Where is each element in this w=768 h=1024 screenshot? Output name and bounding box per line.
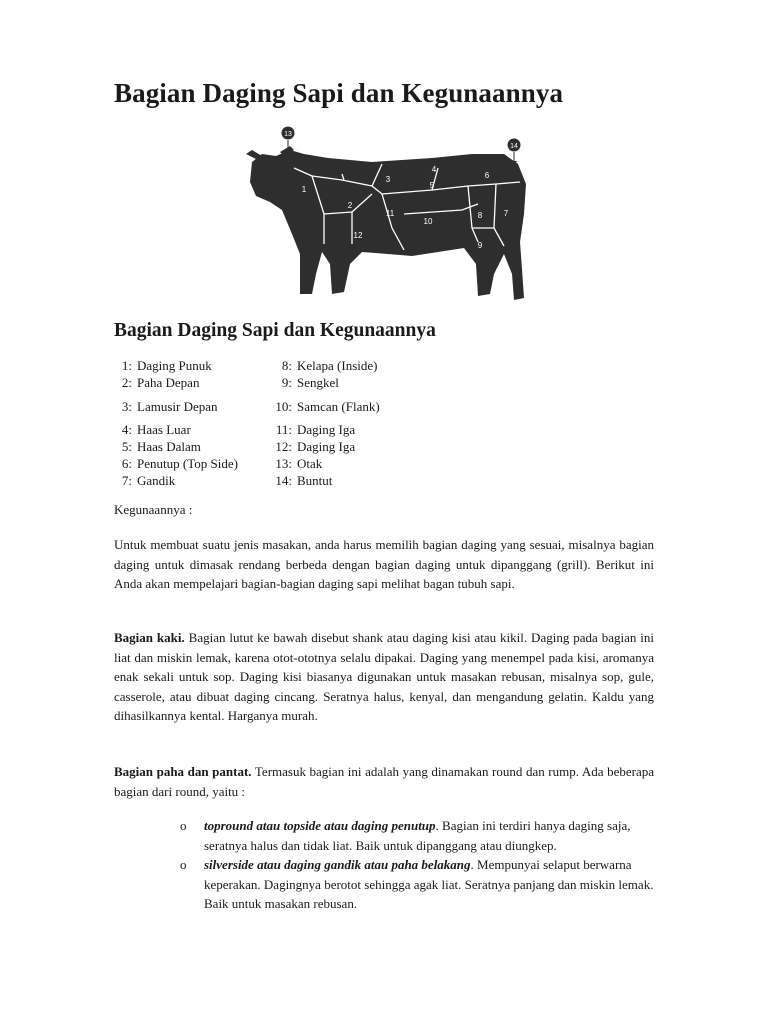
list-term: silverside atau daging gandik atau paha belakang: [204, 857, 471, 873]
bullet-marker: o: [180, 818, 187, 833]
list-text: . Mempunyai selaput berwarna keperakan. Dagingnya berotot sehingga agak liat. Seratnya panjang dan miskin lemak. Baik untuk masakan rebusan.: [204, 857, 654, 912]
region-label: 9: [477, 241, 483, 250]
part-number: 4:: [121, 422, 132, 437]
table-row: [114, 357, 387, 374]
part-number: 13:: [275, 456, 292, 471]
part-name: Otak: [297, 456, 323, 471]
part-number: 9:: [281, 375, 292, 390]
list-text: . Bagian ini terdiri hanya daging saja, seratnya halus dan tidak liat. Baik untuk dipanggang atau diungkep.: [204, 818, 631, 853]
region-label: 2: [347, 201, 353, 210]
paha-text: Termasuk bagian ini adalah yang dinamakan round dan rump. Ada beberapa bagian dari round, yaitu :: [114, 764, 654, 799]
kegunaan-label: Kegunaannya :: [114, 502, 193, 517]
part-number: 8:: [281, 358, 292, 373]
part-name: Lamusir Depan: [137, 398, 218, 414]
region-label: 10: [423, 217, 433, 226]
region-label: 5: [429, 181, 435, 190]
part-name: Buntut: [297, 473, 333, 488]
part-number: 12:: [275, 439, 292, 454]
part-number: 2:: [121, 375, 132, 390]
kaki-paragraph: [114, 628, 654, 726]
part-name: Sengkel: [297, 375, 339, 390]
paha-heading: Bagian paha dan pantat.: [114, 764, 252, 779]
section-title: Bagian Daging Sapi dan Kegunaannya: [114, 320, 436, 341]
list-item: [180, 855, 655, 914]
table-row: [114, 421, 387, 438]
part-name: Daging Punuk: [137, 358, 212, 373]
list-term: topround atau topside atau daging penutup: [204, 818, 436, 833]
part-name: Gandik: [137, 473, 176, 488]
region-label: 3: [385, 175, 391, 184]
part-number: 11:: [275, 422, 292, 437]
region-label: 11: [385, 209, 395, 218]
kaki-text: Bagian lutut ke bawah disebut shank atau daging kisi atau kikil. Daging pada bagian ini liat dan miskin lemak, karena otot-ototnya selalu dipakai. Daging yang menempel pada kisi, aromanya enak sekali untuk sop. Daging kisi biasanya digunakan untuk masakan rebusan, misalnya sop, gule, casserole, atau dibuat daging cincang. Seratnya halus, kenyal, dan mengandung gelatin. Kaldu yang dihasilkannya kental. Harganya murah.: [114, 630, 654, 724]
part-name: Penutup (Top Side): [137, 456, 238, 471]
part-number: 7:: [121, 473, 132, 488]
part-name: Paha Depan: [137, 375, 200, 390]
part-number: 14:: [275, 473, 292, 488]
region-label: 4: [431, 165, 437, 174]
table-row: [114, 438, 387, 455]
table-row: [114, 455, 387, 472]
round-list: [180, 816, 655, 914]
part-name: Haas Luar: [137, 422, 191, 437]
intro-paragraph: Untuk membuat suatu jenis masakan, anda harus memilih bagian daging yang sesuai, misalnya bagian daging untuk dimasak rendang berbeda dengan bagian daging untuk dipanggang (grill). Berikut ini Anda akan mempelajari bagian-bagian daging sapi melihat bagan tubuh sapi.: [114, 537, 654, 592]
part-number: 10:: [275, 398, 292, 414]
part-number: 5:: [121, 439, 132, 454]
part-name: Samcan (Flank): [297, 398, 380, 414]
part-name: Haas Dalam: [137, 439, 201, 454]
part-number: 3:: [121, 398, 132, 414]
table-row: [114, 391, 387, 421]
part-name: Kelapa (Inside): [297, 358, 378, 373]
region-label: 1: [301, 185, 307, 194]
part-number: 6:: [121, 456, 132, 471]
part-number: 1:: [121, 358, 132, 373]
kaki-heading: Bagian kaki.: [114, 630, 185, 645]
table-row: [114, 374, 387, 391]
region-label: 8: [477, 211, 483, 220]
parts-table: [114, 357, 387, 489]
bullet-marker: o: [180, 857, 187, 873]
cow-diagram: [232, 124, 538, 304]
cow-silhouette-icon: [232, 124, 538, 304]
paha-paragraph: [114, 762, 654, 801]
region-label: 7: [503, 209, 509, 218]
table-row: [114, 472, 387, 489]
part-name: Daging Iga: [297, 422, 356, 437]
page-title: Bagian Daging Sapi dan Kegunaannya: [114, 78, 564, 108]
part-name: Daging Iga: [297, 439, 356, 454]
callout-label: 13: [284, 131, 292, 138]
list-item: [180, 816, 655, 855]
region-label: 12: [353, 231, 363, 240]
callout-label: 14: [510, 143, 518, 150]
region-label: 6: [484, 171, 490, 180]
